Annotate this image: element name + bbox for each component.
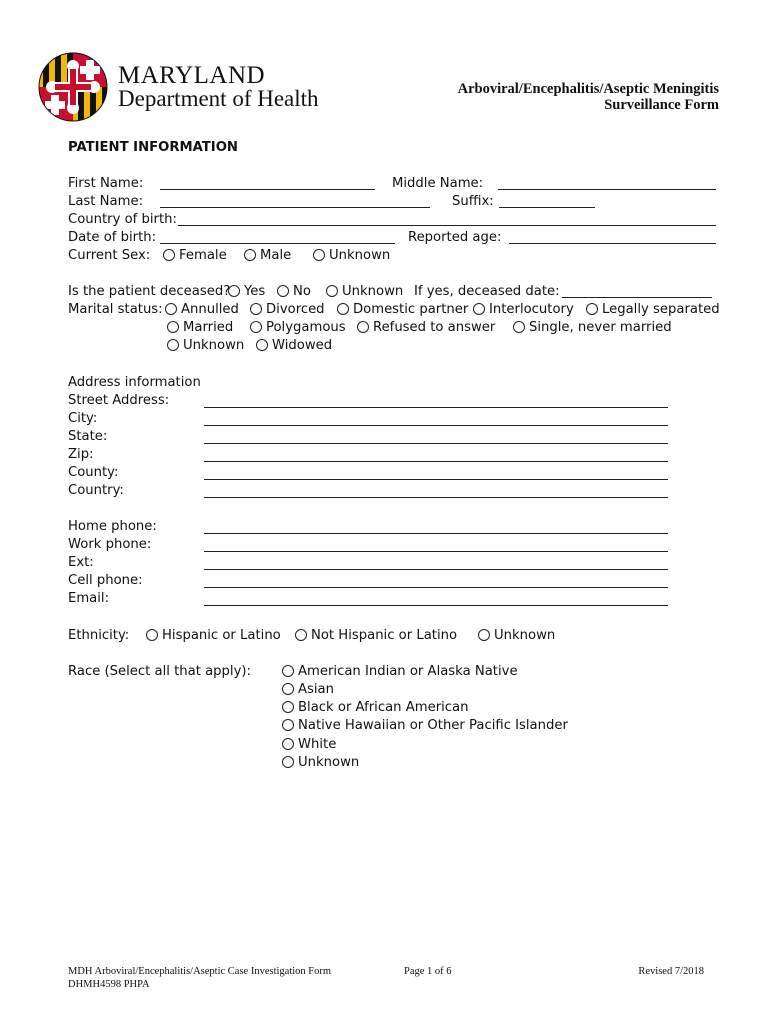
sex-option-unknown[interactable]: Unknown [313, 248, 390, 263]
reported-age-field[interactable] [509, 243, 716, 244]
radio-icon[interactable] [167, 339, 179, 351]
sex-option-male[interactable]: Male [244, 248, 291, 263]
ethnicity-option-not-hispanic[interactable]: Not Hispanic or Latino [295, 628, 457, 643]
section-title: PATIENT INFORMATION [68, 140, 238, 155]
radio-icon[interactable] [167, 321, 179, 333]
country-label: Country: [68, 483, 124, 498]
first-name-label: First Name: [68, 176, 144, 191]
city-field[interactable] [204, 425, 668, 426]
street-address-label: Street Address: [68, 393, 170, 408]
marital-option-domestic-partner[interactable]: Domestic partner [337, 302, 468, 317]
radio-icon[interactable] [282, 701, 294, 713]
marital-option-annulled[interactable]: Annulled [165, 302, 239, 317]
radio-icon[interactable] [326, 285, 338, 297]
race-option-unknown[interactable]: Unknown [282, 755, 359, 770]
county-label: County: [68, 465, 119, 480]
date-of-birth-label: Date of birth: [68, 230, 157, 245]
race-option-black[interactable]: Black or African American [282, 700, 468, 715]
radio-icon[interactable] [586, 303, 598, 315]
radio-icon[interactable] [256, 339, 268, 351]
race-option-native-hawaiian[interactable]: Native Hawaiian or Other Pacific Islander [282, 718, 568, 733]
address-info-label: Address information [68, 375, 201, 390]
ethnicity-option-hispanic[interactable]: Hispanic or Latino [146, 628, 281, 643]
radio-icon[interactable] [282, 665, 294, 677]
race-option-white[interactable]: White [282, 737, 336, 752]
radio-icon[interactable] [282, 683, 294, 695]
zip-field[interactable] [204, 461, 668, 462]
marital-option-legally-separated[interactable]: Legally separated [586, 302, 720, 317]
last-name-field[interactable] [160, 207, 430, 208]
radio-icon[interactable] [513, 321, 525, 333]
home-phone-field[interactable] [204, 533, 668, 534]
deceased-label: Is the patient deceased? [68, 284, 231, 299]
date-of-birth-field[interactable] [160, 243, 395, 244]
form-title-line2: Surveillance Form [604, 97, 719, 113]
radio-icon[interactable] [277, 285, 289, 297]
race-option-asian[interactable]: Asian [282, 682, 334, 697]
email-label: Email: [68, 591, 110, 606]
ext-field[interactable] [204, 569, 668, 570]
race-label: Race (Select all that apply): [68, 664, 251, 679]
work-phone-field[interactable] [204, 551, 668, 552]
deceased-option-unknown[interactable]: Unknown [326, 284, 403, 299]
footer-revised-date: Revised 7/2018 [638, 966, 704, 977]
race-option-american-indian[interactable]: American Indian or Alaska Native [282, 664, 518, 679]
street-address-field[interactable] [204, 407, 668, 408]
deceased-date-label: If yes, deceased date: [414, 284, 560, 299]
form-title-line1: Arboviral/Encephalitis/Aseptic Meningitis [457, 81, 719, 97]
reported-age-label: Reported age: [408, 230, 502, 245]
radio-icon[interactable] [337, 303, 349, 315]
radio-icon[interactable] [250, 321, 262, 333]
marital-status-label: Marital status: [68, 302, 163, 317]
current-sex-label: Current Sex: [68, 248, 151, 263]
radio-icon[interactable] [282, 738, 294, 750]
radio-icon[interactable] [282, 756, 294, 768]
middle-name-field[interactable] [498, 189, 716, 190]
marital-option-divorced[interactable]: Divorced [250, 302, 325, 317]
org-name-line2: Department of Health [118, 86, 319, 111]
radio-icon[interactable] [473, 303, 485, 315]
state-field[interactable] [204, 443, 668, 444]
deceased-option-yes[interactable]: Yes [228, 284, 265, 299]
last-name-label: Last Name: [68, 194, 144, 209]
marital-option-widowed[interactable]: Widowed [256, 338, 332, 353]
radio-icon[interactable] [478, 629, 490, 641]
marital-option-polygamous[interactable]: Polygamous [250, 320, 346, 335]
maryland-flag-seal-icon [38, 52, 108, 122]
ext-label: Ext: [68, 555, 94, 570]
first-name-field[interactable] [160, 189, 375, 190]
radio-icon[interactable] [250, 303, 262, 315]
radio-icon[interactable] [163, 249, 175, 261]
radio-icon[interactable] [357, 321, 369, 333]
ethnicity-option-unknown[interactable]: Unknown [478, 628, 555, 643]
radio-icon[interactable] [282, 719, 294, 731]
ethnicity-label: Ethnicity: [68, 628, 130, 643]
cell-phone-label: Cell phone: [68, 573, 143, 588]
org-name-line1: MARYLAND [118, 62, 266, 89]
deceased-option-no[interactable]: No [277, 284, 311, 299]
footer-page-number: Page 1 of 6 [404, 966, 452, 977]
marital-option-single[interactable]: Single, never married [513, 320, 672, 335]
middle-name-label: Middle Name: [392, 176, 484, 191]
marital-option-married[interactable]: Married [167, 320, 233, 335]
marital-option-unknown[interactable]: Unknown [167, 338, 244, 353]
radio-icon[interactable] [228, 285, 240, 297]
deceased-date-field[interactable] [562, 297, 712, 298]
radio-icon[interactable] [244, 249, 256, 261]
city-label: City: [68, 411, 98, 426]
radio-icon[interactable] [313, 249, 325, 261]
country-of-birth-label: Country of birth: [68, 212, 177, 227]
marital-option-interlocutory[interactable]: Interlocutory [473, 302, 574, 317]
state-label: State: [68, 429, 108, 444]
radio-icon[interactable] [146, 629, 158, 641]
footer-form-name: MDH Arboviral/Encephalitis/Aseptic Case Investigation Form [68, 966, 332, 977]
footer-form-code: DHMH4598 PHPA [68, 979, 150, 990]
country-field[interactable] [204, 497, 668, 498]
suffix-field[interactable] [499, 207, 595, 208]
county-field[interactable] [204, 479, 668, 480]
zip-label: Zip: [68, 447, 94, 462]
sex-option-female[interactable]: Female [163, 248, 227, 263]
radio-icon[interactable] [295, 629, 307, 641]
email-field[interactable] [204, 605, 668, 606]
home-phone-label: Home phone: [68, 519, 157, 534]
work-phone-label: Work phone: [68, 537, 152, 552]
country-of-birth-field[interactable] [178, 225, 716, 226]
suffix-label: Suffix: [452, 194, 494, 209]
radio-icon[interactable] [165, 303, 177, 315]
cell-phone-field[interactable] [204, 587, 668, 588]
marital-option-refused[interactable]: Refused to answer [357, 320, 495, 335]
